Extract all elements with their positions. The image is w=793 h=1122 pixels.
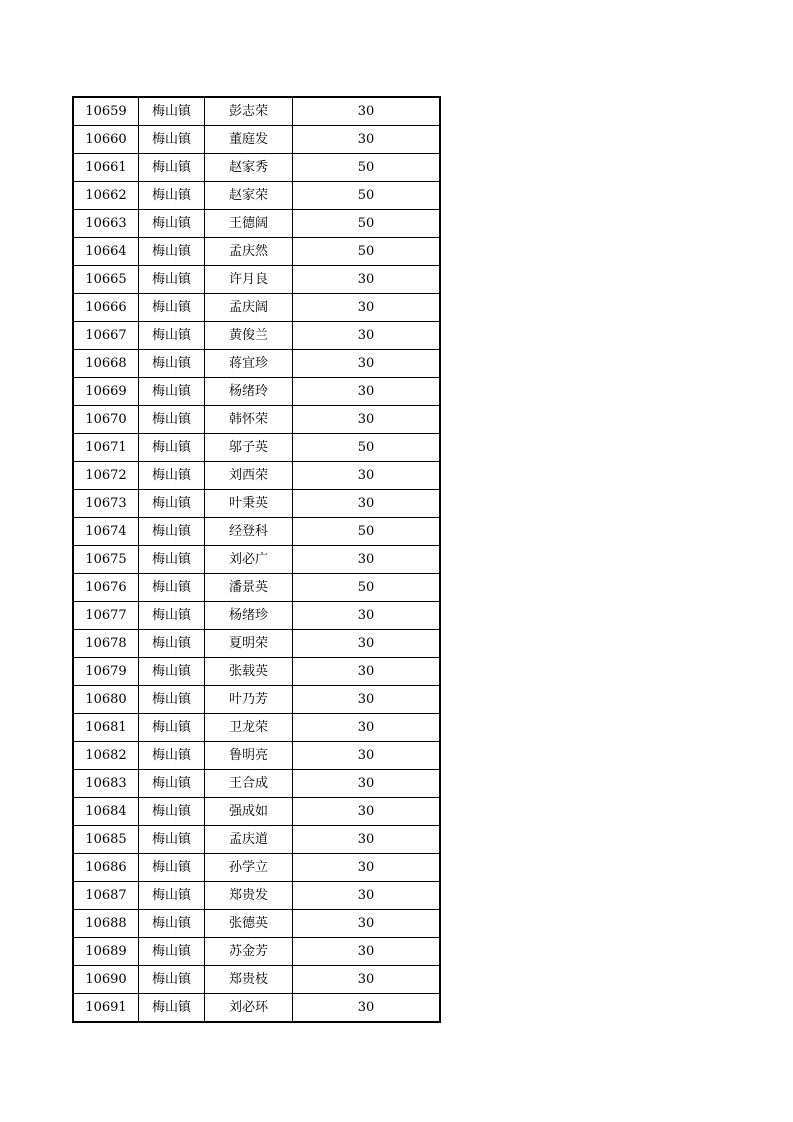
amount-cell: 30 [293,630,441,658]
record-id-cell: 10667 [73,322,139,350]
record-id-cell: 10685 [73,826,139,854]
town-cell: 梅山镇 [139,182,205,210]
record-id-cell: 10687 [73,882,139,910]
person-name-cell: 鲁明亮 [205,742,293,770]
record-id-cell: 10676 [73,574,139,602]
amount-cell: 30 [293,910,441,938]
table-row [73,350,440,378]
town-cell: 梅山镇 [139,97,205,126]
table-row [73,770,440,798]
town-cell: 梅山镇 [139,602,205,630]
table-row [73,182,440,210]
town-cell: 梅山镇 [139,462,205,490]
town-cell: 梅山镇 [139,210,205,238]
person-name-cell: 赵家荣 [205,182,293,210]
town-cell: 梅山镇 [139,854,205,882]
amount-cell: 30 [293,686,441,714]
person-name-cell: 郑贵枝 [205,966,293,994]
record-id-cell: 10665 [73,266,139,294]
amount-cell: 30 [293,854,441,882]
table-row [73,210,440,238]
person-name-cell: 黄俊兰 [205,322,293,350]
town-cell: 梅山镇 [139,266,205,294]
record-id-cell: 10668 [73,350,139,378]
town-cell: 梅山镇 [139,434,205,462]
town-cell: 梅山镇 [139,490,205,518]
town-cell: 梅山镇 [139,574,205,602]
amount-cell: 30 [293,938,441,966]
amount-cell: 30 [293,826,441,854]
amount-cell: 30 [293,742,441,770]
table-row [73,686,440,714]
record-id-cell: 10673 [73,490,139,518]
person-name-cell: 彭志荣 [205,97,293,126]
table-row [73,546,440,574]
record-id-cell: 10663 [73,210,139,238]
person-name-cell: 孟庆阔 [205,294,293,322]
town-cell: 梅山镇 [139,826,205,854]
record-id-cell: 10669 [73,378,139,406]
record-id-cell: 10661 [73,154,139,182]
town-cell: 梅山镇 [139,910,205,938]
table-row [73,490,440,518]
table-body [73,97,440,1022]
person-name-cell: 董庭发 [205,126,293,154]
record-id-cell: 10680 [73,686,139,714]
table-row [73,97,440,126]
town-cell: 梅山镇 [139,546,205,574]
person-name-cell: 张载英 [205,658,293,686]
table-row [73,238,440,266]
record-id-cell: 10664 [73,238,139,266]
person-name-cell: 杨绪玲 [205,378,293,406]
table-row [73,826,440,854]
table-row [73,574,440,602]
amount-cell: 50 [293,210,441,238]
record-id-cell: 10672 [73,462,139,490]
person-name-cell: 杨绪珍 [205,602,293,630]
person-name-cell: 郑贵发 [205,882,293,910]
amount-cell: 30 [293,97,441,126]
table-row [73,994,440,1023]
record-id-cell: 10678 [73,630,139,658]
town-cell: 梅山镇 [139,154,205,182]
town-cell: 梅山镇 [139,938,205,966]
person-name-cell: 刘西荣 [205,462,293,490]
table-row [73,630,440,658]
town-cell: 梅山镇 [139,742,205,770]
town-cell: 梅山镇 [139,798,205,826]
amount-cell: 50 [293,574,441,602]
town-cell: 梅山镇 [139,630,205,658]
town-cell: 梅山镇 [139,714,205,742]
amount-cell: 30 [293,490,441,518]
person-name-cell: 刘必环 [205,994,293,1023]
amount-cell: 30 [293,714,441,742]
person-name-cell: 孙学立 [205,854,293,882]
person-name-cell: 潘景英 [205,574,293,602]
record-id-cell: 10681 [73,714,139,742]
table-row [73,266,440,294]
town-cell: 梅山镇 [139,770,205,798]
table-row [73,602,440,630]
table-row [73,294,440,322]
town-cell: 梅山镇 [139,658,205,686]
record-id-cell: 10690 [73,966,139,994]
table-row [73,658,440,686]
town-cell: 梅山镇 [139,322,205,350]
amount-cell: 30 [293,266,441,294]
town-cell: 梅山镇 [139,378,205,406]
record-id-cell: 10689 [73,938,139,966]
record-id-cell: 10677 [73,602,139,630]
record-id-cell: 10682 [73,742,139,770]
person-name-cell: 孟庆道 [205,826,293,854]
town-cell: 梅山镇 [139,518,205,546]
person-name-cell: 许月良 [205,266,293,294]
amount-cell: 30 [293,602,441,630]
table-row [73,882,440,910]
person-name-cell: 夏明荣 [205,630,293,658]
amount-cell: 30 [293,462,441,490]
table-row [73,154,440,182]
amount-cell: 30 [293,546,441,574]
person-name-cell: 韩怀荣 [205,406,293,434]
table-row [73,406,440,434]
amount-cell: 30 [293,322,441,350]
amount-cell: 50 [293,182,441,210]
amount-cell: 30 [293,798,441,826]
town-cell: 梅山镇 [139,686,205,714]
data-table [72,96,441,1023]
record-id-cell: 10670 [73,406,139,434]
record-id-cell: 10684 [73,798,139,826]
table-row [73,518,440,546]
amount-cell: 30 [293,770,441,798]
table-row [73,462,440,490]
person-name-cell: 赵家秀 [205,154,293,182]
person-name-cell: 孟庆然 [205,238,293,266]
record-id-cell: 10666 [73,294,139,322]
amount-cell: 30 [293,966,441,994]
record-id-cell: 10660 [73,126,139,154]
amount-cell: 50 [293,518,441,546]
record-id-cell: 10679 [73,658,139,686]
town-cell: 梅山镇 [139,966,205,994]
record-id-cell: 10659 [73,97,139,126]
person-name-cell: 王德阔 [205,210,293,238]
amount-cell: 30 [293,882,441,910]
person-name-cell: 刘必广 [205,546,293,574]
table-row [73,966,440,994]
record-id-cell: 10671 [73,434,139,462]
amount-cell: 30 [293,126,441,154]
table-row [73,910,440,938]
table-row [73,378,440,406]
person-name-cell: 强成如 [205,798,293,826]
person-name-cell: 叶乃芳 [205,686,293,714]
table-row [73,714,440,742]
town-cell: 梅山镇 [139,294,205,322]
amount-cell: 30 [293,378,441,406]
amount-cell: 50 [293,434,441,462]
person-name-cell: 邬子英 [205,434,293,462]
town-cell: 梅山镇 [139,882,205,910]
person-name-cell: 叶秉英 [205,490,293,518]
table-row [73,854,440,882]
person-name-cell: 经登科 [205,518,293,546]
person-name-cell: 苏金芳 [205,938,293,966]
record-id-cell: 10683 [73,770,139,798]
table-row [73,434,440,462]
amount-cell: 50 [293,154,441,182]
person-name-cell: 张德英 [205,910,293,938]
amount-cell: 30 [293,406,441,434]
town-cell: 梅山镇 [139,126,205,154]
person-name-cell: 蒋宜珍 [205,350,293,378]
person-name-cell: 王合成 [205,770,293,798]
amount-cell: 30 [293,350,441,378]
amount-cell: 50 [293,238,441,266]
record-id-cell: 10662 [73,182,139,210]
town-cell: 梅山镇 [139,994,205,1023]
person-name-cell: 卫龙荣 [205,714,293,742]
record-id-cell: 10691 [73,994,139,1023]
table-row [73,798,440,826]
table-row [73,938,440,966]
table-row [73,742,440,770]
amount-cell: 30 [293,994,441,1023]
record-id-cell: 10674 [73,518,139,546]
amount-cell: 30 [293,294,441,322]
record-id-cell: 10675 [73,546,139,574]
table-row [73,322,440,350]
town-cell: 梅山镇 [139,350,205,378]
amount-cell: 30 [293,658,441,686]
record-id-cell: 10686 [73,854,139,882]
table-row [73,126,440,154]
record-id-cell: 10688 [73,910,139,938]
town-cell: 梅山镇 [139,238,205,266]
town-cell: 梅山镇 [139,406,205,434]
